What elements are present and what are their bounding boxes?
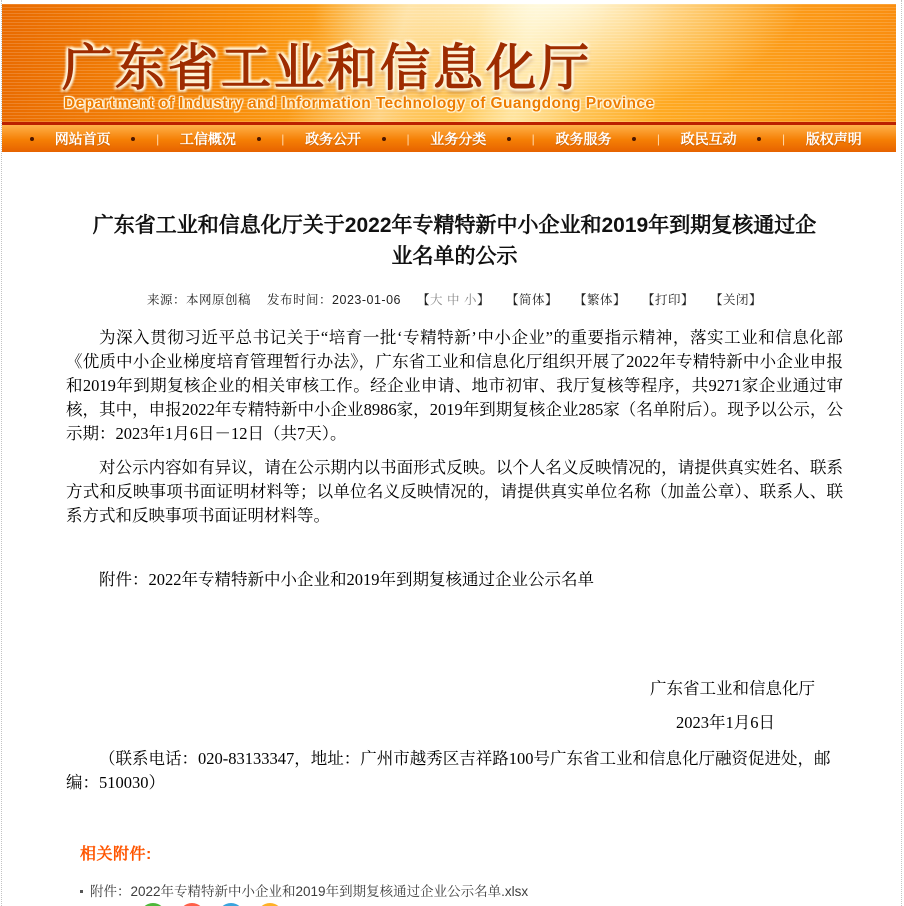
traditional-chinese-button[interactable]: 【繁体】 <box>573 293 626 307</box>
related-attachments-heading: 相关附件: <box>80 846 152 863</box>
article-meta-bar <box>66 290 843 308</box>
attachment-download-link[interactable]: 附件：2022年专精特新中小企业和2019年到期复核通过企业公示名单.xlsx <box>90 884 529 899</box>
nav-bullet-icon <box>632 137 636 141</box>
print-button[interactable]: 【打印】 <box>641 293 694 307</box>
font-large-button[interactable]: 大 <box>429 293 443 307</box>
nav-item-gov-affairs[interactable]: 政务公开 <box>305 130 362 147</box>
font-small-button[interactable]: 小 <box>463 293 477 307</box>
nav-item-services[interactable]: 政务服务 <box>555 130 612 147</box>
bracket: 【 <box>416 293 430 307</box>
meta-time-label: 发布时间： <box>267 293 333 307</box>
page-container <box>1 0 902 906</box>
nav-item-copyright[interactable]: 版权声明 <box>805 130 862 147</box>
paragraph-objection: 对公示内容如有异议，请在公示期内以书面形式反映。以个人名义反映情况的，请提供真实姓名、联系方式和反映事项书面证明材料等；以单位名义反映情况的，请提供真实单位名称（加盖公章）、联系人、联系方式和反映事项书面证明材料等。 <box>66 458 843 525</box>
nav-bullet-icon <box>757 137 761 141</box>
related-attachments-section <box>66 841 843 900</box>
article-content <box>2 210 901 906</box>
nav-bullet-icon <box>382 137 386 141</box>
nav-item-overview[interactable]: 工信概况 <box>179 130 236 147</box>
meta-time-value: 2023-01-06 <box>332 293 401 307</box>
font-medium-button[interactable]: 中 <box>446 293 460 307</box>
nav-separator: | <box>281 131 285 146</box>
nav-separator: | <box>406 131 410 146</box>
nav-separator: | <box>656 131 660 146</box>
paragraph-intro: 为深入贯彻习近平总书记关于“培育一批‘专精特新’中小企业”的重要指示精神，落实工业和信息化部《优质中小企业梯度培育管理暂行办法》，广东省工业和信息化厅组织开展了2022年专精特新中小企业申报和2019年到期复核企业的相关审核工作。经企业申请、地市初审、我厅复核等程序，共9271家企业通过审核，其中，申报2022年专精特新中小企业8986家，2019年到期复核企业285家（名单附后）。现予以公示，公示期：2023年1月6日－12日（共7天）。 <box>66 328 843 443</box>
attachment-list-item <box>80 880 843 900</box>
nav-bullet-icon <box>30 137 34 141</box>
site-banner <box>2 4 896 122</box>
contact-info: （联系电话：020-83133347，地址：广州市越秀区吉祥路100号广东省工业和信息化厅融资促进处，邮编：510030） <box>66 749 831 792</box>
article-title: 广东省工业和信息化厅关于2022年专精特新中小企业和2019年到期复核通过企业名单的公示 <box>92 214 817 268</box>
nav-item-business[interactable]: 业务分类 <box>430 130 487 147</box>
nav-bullet-icon <box>507 137 511 141</box>
close-button[interactable]: 【关闭】 <box>709 293 762 307</box>
nav-separator: | <box>156 131 160 146</box>
nav-item-home[interactable]: 网站首页 <box>54 130 111 147</box>
attachment-reference-line: 附件：2022年专精特新中小企业和2019年到期复核通过企业公示名单 <box>99 570 594 589</box>
nav-bullet-icon <box>257 137 261 141</box>
bracket: 】 <box>477 293 491 307</box>
list-bullet-icon <box>80 890 83 893</box>
meta-source-label: 来源： <box>147 293 187 307</box>
font-size-controls <box>417 293 490 307</box>
signature-department: 广东省工业和信息化厅 <box>650 679 815 698</box>
nav-item-interaction[interactable]: 政民互动 <box>680 130 737 147</box>
main-nav <box>2 122 896 152</box>
nav-separator: | <box>782 131 786 146</box>
meta-source-value: 本网原创稿 <box>186 293 252 307</box>
signature-date: 2023年1月6日 <box>676 713 775 732</box>
nav-bullet-icon <box>131 137 135 141</box>
simplified-chinese-button[interactable]: 【简体】 <box>505 293 558 307</box>
nav-separator: | <box>531 131 535 146</box>
site-subtitle-english: Department of Industry and Information Technology of Guangdong Province <box>64 95 655 112</box>
site-title: 广东省工业和信息化厅 <box>62 40 592 96</box>
